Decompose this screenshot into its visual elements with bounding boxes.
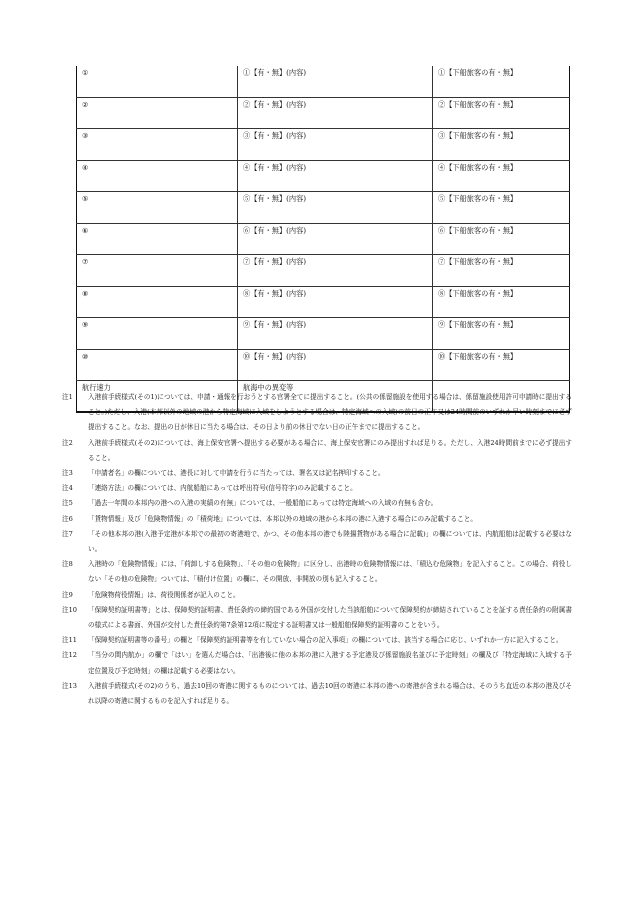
- note-text: 「当分の間内航か」の欄で「はい」を選んだ場合は、「出港後に他の本邦の港に入港する予定港及び係留施設名並びに予定時刻」の欄及び「特定海域に入域する予定位置及び予定時刻」の欄は記載する必要はない。: [88, 651, 572, 675]
- cell-incident: ⑤【有・無】(内容): [238, 192, 433, 224]
- note-item: [62, 466, 572, 481]
- note-item: [62, 436, 572, 466]
- note-item: [62, 390, 572, 436]
- note-text: 入港前手続様式(その2)のうち、過去10回の寄港に関するものについては、過去10回の寄港に本邦の港への寄港が含まれる場合は、そのうち直近の本邦の港及びそれ以降の寄港に関するものを記入すれば足りる。: [88, 681, 572, 706]
- note-item: [62, 603, 572, 633]
- note-item: [62, 496, 572, 511]
- table-row: [77, 192, 570, 224]
- note-label: 注9: [62, 590, 73, 599]
- note-text: 入港時の「危険物情報」には、「荷卸しする危険物」、「その他の危険物」に区分し、出港時の危険物情報には、「積込む危険物」を記入すること。この場合、荷役しない「その他の危険物」ついては、「積付け位置」の欄に、その開放、非開放の別も記入すること。: [88, 560, 572, 584]
- note-text: 「危険物荷役情報」は、荷役関係者が記入のこと。: [88, 590, 240, 599]
- cell-voyage-anomalies: 航海中の異変等: [238, 381, 433, 413]
- cell-passenger: ④【下船旅客の有・無】: [433, 160, 570, 192]
- table-row: [77, 66, 570, 97]
- cell-incident: ⑩【有・無】(内容): [238, 349, 433, 381]
- note-text: 「その他本邦の港(入港予定港が本邦での最初の寄港地で、かつ、その他本邦の港でも陸揚貨物がある場合に記載)」の欄については、内航船舶は記載する必要はない。: [88, 529, 572, 554]
- table-row: [77, 223, 570, 255]
- note-label: 注12: [62, 651, 77, 660]
- note-label: 注5: [62, 499, 73, 508]
- cell-port: ②: [77, 97, 238, 129]
- note-text: 「保障契約証明書等」とは、保障契約証明書、責任条約の締約国である外国が交付した当該船舶について保障契約が締結されていることを証する責任条約の附属書の様式による書面、外国が交付した責任条約第7条第12項に規定する証明書又は一般船舶保障契約証明書のことをいう。: [88, 605, 572, 630]
- note-label: 注2: [62, 438, 73, 447]
- note-item: [62, 527, 572, 557]
- note-text: 「過去一年間の本邦内の港への入港の実績の有無」については、一般船舶にあっては特定海域への入域の有無も含む。: [88, 499, 438, 508]
- cell-incident: ⑧【有・無】(内容): [238, 286, 433, 318]
- cell-passenger: ⑧【下船旅客の有・無】: [433, 286, 570, 318]
- table-row: [77, 97, 570, 129]
- note-label: 注13: [62, 681, 77, 690]
- cell-port: ④: [77, 160, 238, 192]
- note-label: 注1: [62, 393, 73, 401]
- note-label: 注7: [62, 529, 73, 538]
- note-text: 「貨物情報」及び「危険物情報」の「積荷地」については、本邦以外の地域の港から本邦の港に入港する場合にのみ記載すること。: [88, 514, 477, 523]
- note-label: 注6: [62, 514, 73, 523]
- cell-incident: ②【有・無】(内容): [238, 97, 433, 129]
- note-label: 注8: [62, 560, 73, 569]
- table-row: [77, 160, 570, 192]
- note-item: [62, 512, 572, 527]
- cell-navigation-speed: 航行速力: [77, 381, 238, 413]
- cell-incident: ⑦【有・無】(内容): [238, 255, 433, 287]
- note-text: 入港前手続様式(その1)については、申請・通報を行おうとする官署全てに提出すること。(公共の係留施設を使用する場合は、係留施設使用許可申請時に提出すること。)ただし、入港(本邦以外の地域の港から特定海域に入域をしようとする場合は、特定海域への入域)の前日の正午又は24時間前のいずれか早い時刻までに必ず提出すること。なお、提出の日が休日に当たる場合は、その日より前の休日でない日の正午までに提出すること。: [88, 393, 572, 432]
- note-label: 注11: [62, 636, 77, 645]
- note-item: [62, 633, 572, 648]
- note-item: [62, 588, 572, 603]
- cell-port: ⑨: [77, 318, 238, 350]
- note-text: 「連絡方法」の欄については、内航船舶にあっては呼出符号(信号符字)のみ記載すること。: [88, 484, 357, 493]
- cell-passenger: ⑤【下船旅客の有・無】: [433, 192, 570, 224]
- cell-port: ⑦: [77, 255, 238, 287]
- note-text: 入港前手続様式(その2)については、海上保安官署へ提出する必要がある場合に、海上保安官署にのみ提出すれば足りる。ただし、入港24時間前までに必ず提出すること。: [88, 438, 572, 462]
- cell-port: ①: [77, 66, 238, 97]
- cell-passenger: ③【下船旅客の有・無】: [433, 129, 570, 161]
- cell-port: ⑥: [77, 223, 238, 255]
- table-row: [77, 349, 570, 381]
- cell-incident: ⑨【有・無】(内容): [238, 318, 433, 350]
- notes-section: [62, 390, 572, 709]
- cell-passenger: ⑩【下船旅客の有・無】: [433, 349, 570, 381]
- cell-incident: ③【有・無】(内容): [238, 129, 433, 161]
- note-item: [62, 481, 572, 496]
- cell-incident: ⑥【有・無】(内容): [238, 223, 433, 255]
- note-label: 注3: [62, 469, 73, 478]
- note-label: 注10: [62, 605, 77, 614]
- note-item: [62, 648, 572, 678]
- note-item: [62, 679, 572, 709]
- cell-incident: ④【有・無】(内容): [238, 160, 433, 192]
- table-row: [77, 255, 570, 287]
- cell-passenger: ⑦【下船旅客の有・無】: [433, 255, 570, 287]
- cell-incident: ①【有・無】(内容): [238, 66, 433, 97]
- cell-passenger: ⑥【下船旅客の有・無】: [433, 223, 570, 255]
- cell-port: ⑤: [77, 192, 238, 224]
- cell-passenger: ⑨【下船旅客の有・無】: [433, 318, 570, 350]
- cell-passenger: ②【下船旅客の有・無】: [433, 97, 570, 129]
- cell-port: ⑩: [77, 349, 238, 381]
- note-label: 注4: [62, 484, 73, 493]
- table-row: [77, 286, 570, 318]
- note-text: 「保障契約証明書等の番号」の欄と「保障契約証明書等を有していない場合の記入事項」の欄については、該当する場合に応じ、いずれか一方に記入すること。: [88, 636, 563, 645]
- note-item: [62, 557, 572, 587]
- cell-port: ③: [77, 129, 238, 161]
- table-row: [77, 318, 570, 350]
- cell-passenger: ①【下船旅客の有・無】: [433, 66, 570, 97]
- port-entry-form-table: [76, 66, 570, 413]
- cell-port: ⑧: [77, 286, 238, 318]
- note-text: 「申請者名」の欄については、港長に対して申請を行うに当たっては、署名又は記名押印すること。: [88, 469, 385, 478]
- table-row: [77, 129, 570, 161]
